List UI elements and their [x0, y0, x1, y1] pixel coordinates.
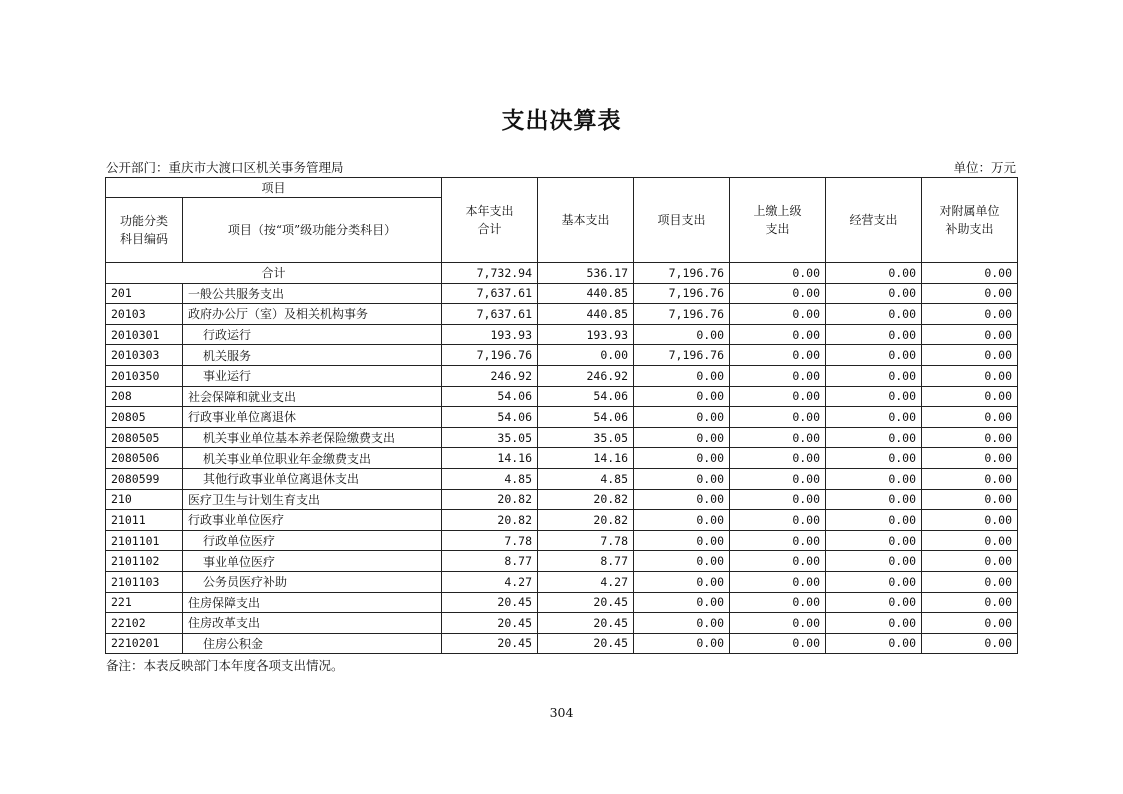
- total-cell: 0.00: [826, 263, 922, 284]
- row-value: 193.93: [538, 324, 634, 345]
- row-name: 住房改革支出: [183, 613, 442, 634]
- row-name: 机关服务: [183, 345, 442, 366]
- row-value: 0.00: [922, 427, 1018, 448]
- row-value: 0.00: [826, 489, 922, 510]
- row-value: 0.00: [730, 386, 826, 407]
- row-value: 35.05: [538, 427, 634, 448]
- row-value: 246.92: [442, 365, 538, 386]
- total-row: [106, 263, 1018, 284]
- row-code: 22102: [106, 613, 183, 634]
- table-row: [106, 571, 1018, 592]
- table-row: [106, 345, 1018, 366]
- row-value: 7,196.76: [442, 345, 538, 366]
- row-name: 事业运行: [183, 365, 442, 386]
- row-value: 0.00: [922, 365, 1018, 386]
- row-name: 公务员医疗补助: [183, 571, 442, 592]
- row-value: 0.00: [730, 551, 826, 572]
- row-code: 20103: [106, 304, 183, 325]
- table-row: [106, 427, 1018, 448]
- row-name: 住房公积金: [183, 633, 442, 654]
- row-value: 0.00: [634, 633, 730, 654]
- row-value: 0.00: [634, 530, 730, 551]
- total-cell: 0.00: [730, 263, 826, 284]
- table-row: [106, 489, 1018, 510]
- row-value: 0.00: [826, 407, 922, 428]
- table-row: [106, 551, 1018, 572]
- row-value: 0.00: [826, 365, 922, 386]
- row-value: 4.27: [442, 571, 538, 592]
- row-value: 0.00: [922, 592, 1018, 613]
- table-body: [106, 263, 1018, 654]
- row-value: 0.00: [634, 468, 730, 489]
- row-value: 0.00: [538, 345, 634, 366]
- row-value: 0.00: [730, 427, 826, 448]
- row-value: 0.00: [922, 324, 1018, 345]
- row-name: 机关事业单位基本养老保险缴费支出: [183, 427, 442, 448]
- table-row: [106, 510, 1018, 531]
- row-code: 2080599: [106, 468, 183, 489]
- row-value: 0.00: [634, 448, 730, 469]
- row-value: 0.00: [730, 530, 826, 551]
- row-name: 机关事业单位职业年金缴费支出: [183, 448, 442, 469]
- row-value: 440.85: [538, 283, 634, 304]
- row-name: 政府办公厅（室）及相关机构事务: [183, 304, 442, 325]
- row-code: 2010301: [106, 324, 183, 345]
- row-value: 0.00: [730, 283, 826, 304]
- row-value: 0.00: [826, 633, 922, 654]
- row-value: 0.00: [826, 468, 922, 489]
- header-upper: 上缴上级 支出: [730, 178, 826, 263]
- row-value: 0.00: [826, 510, 922, 531]
- row-value: 0.00: [826, 613, 922, 634]
- total-cell: 536.17: [538, 263, 634, 284]
- row-name: 其他行政事业单位离退休支出: [183, 468, 442, 489]
- row-value: 54.06: [442, 407, 538, 428]
- row-name: 医疗卫生与计划生育支出: [183, 489, 442, 510]
- header-basic: 基本支出: [538, 178, 634, 263]
- row-code: 210: [106, 489, 183, 510]
- row-value: 0.00: [730, 571, 826, 592]
- row-value: 7,196.76: [634, 304, 730, 325]
- row-value: 4.85: [442, 468, 538, 489]
- table-row: [106, 448, 1018, 469]
- row-value: 0.00: [634, 427, 730, 448]
- row-value: 440.85: [538, 304, 634, 325]
- table-row: [106, 324, 1018, 345]
- row-value: 0.00: [730, 304, 826, 325]
- row-value: 0.00: [730, 365, 826, 386]
- row-value: 14.16: [442, 448, 538, 469]
- row-value: 20.45: [442, 613, 538, 634]
- row-value: 20.45: [538, 633, 634, 654]
- row-name: 事业单位医疗: [183, 551, 442, 572]
- row-value: 0.00: [634, 386, 730, 407]
- row-name: 行政运行: [183, 324, 442, 345]
- row-value: 8.77: [538, 551, 634, 572]
- total-cell: 7,732.94: [442, 263, 538, 284]
- row-value: 0.00: [922, 571, 1018, 592]
- row-value: 0.00: [922, 407, 1018, 428]
- row-value: 0.00: [826, 530, 922, 551]
- header-code: 功能分类 科目编码: [106, 198, 183, 263]
- row-value: 54.06: [538, 407, 634, 428]
- footnote: 备注：本表反映部门本年度各项支出情况。: [106, 658, 344, 673]
- row-value: 7,196.76: [634, 345, 730, 366]
- row-value: 4.85: [538, 468, 634, 489]
- table-row: [106, 283, 1018, 304]
- table-row: [106, 468, 1018, 489]
- row-value: 0.00: [634, 489, 730, 510]
- table-row: [106, 613, 1018, 634]
- row-value: 0.00: [922, 448, 1018, 469]
- row-code: 2101103: [106, 571, 183, 592]
- header-name: 项目（按“项”级功能分类科目）: [183, 198, 442, 263]
- total-cell: 0.00: [922, 263, 1018, 284]
- row-value: 0.00: [826, 283, 922, 304]
- row-value: 0.00: [826, 448, 922, 469]
- row-code: 221: [106, 592, 183, 613]
- unit-label: 单位：万元: [953, 160, 1016, 175]
- total-cell: 7,196.76: [634, 263, 730, 284]
- row-value: 0.00: [730, 489, 826, 510]
- row-value: 14.16: [538, 448, 634, 469]
- row-code: 2010303: [106, 345, 183, 366]
- row-value: 0.00: [634, 365, 730, 386]
- table-row: [106, 633, 1018, 654]
- row-code: 208: [106, 386, 183, 407]
- row-value: 20.82: [538, 489, 634, 510]
- row-value: 20.82: [442, 510, 538, 531]
- row-value: 0.00: [922, 510, 1018, 531]
- table-row: [106, 304, 1018, 325]
- page-number: 304: [549, 705, 574, 720]
- row-value: 7.78: [538, 530, 634, 551]
- row-value: 0.00: [922, 551, 1018, 572]
- row-value: 0.00: [634, 592, 730, 613]
- total-label: 合计: [106, 263, 442, 284]
- header-subsidy: 对附属单位 补助支出: [922, 178, 1018, 263]
- row-code: 2101102: [106, 551, 183, 572]
- header-business: 经营支出: [826, 178, 922, 263]
- row-value: 54.06: [538, 386, 634, 407]
- row-value: 20.45: [442, 592, 538, 613]
- row-value: 54.06: [442, 386, 538, 407]
- row-value: 7,637.61: [442, 283, 538, 304]
- row-value: 0.00: [730, 510, 826, 531]
- department-label: 公开部门：重庆市大渡口区机关事务管理局: [106, 160, 344, 175]
- row-value: 0.00: [826, 571, 922, 592]
- row-value: 0.00: [922, 386, 1018, 407]
- row-code: 201: [106, 283, 183, 304]
- row-value: 0.00: [730, 592, 826, 613]
- row-value: 0.00: [634, 551, 730, 572]
- row-value: 0.00: [922, 283, 1018, 304]
- table-row: [106, 592, 1018, 613]
- row-value: 20.45: [538, 613, 634, 634]
- row-value: 0.00: [922, 345, 1018, 366]
- row-value: 0.00: [730, 448, 826, 469]
- expenditure-table: [105, 177, 1018, 654]
- row-value: 0.00: [922, 613, 1018, 634]
- row-value: 0.00: [730, 468, 826, 489]
- row-value: 0.00: [826, 304, 922, 325]
- table-row: [106, 407, 1018, 428]
- row-code: 2080506: [106, 448, 183, 469]
- row-value: 0.00: [922, 489, 1018, 510]
- row-value: 7,196.76: [634, 283, 730, 304]
- row-value: 0.00: [922, 468, 1018, 489]
- row-value: 7,637.61: [442, 304, 538, 325]
- row-name: 一般公共服务支出: [183, 283, 442, 304]
- row-value: 193.93: [442, 324, 538, 345]
- row-value: 0.00: [826, 592, 922, 613]
- row-value: 0.00: [826, 324, 922, 345]
- header-project: 项目支出: [634, 178, 730, 263]
- row-value: 35.05: [442, 427, 538, 448]
- row-value: 4.27: [538, 571, 634, 592]
- row-name: 行政单位医疗: [183, 530, 442, 551]
- row-value: 0.00: [730, 324, 826, 345]
- table-row: [106, 386, 1018, 407]
- row-value: 0.00: [730, 633, 826, 654]
- row-value: 0.00: [826, 427, 922, 448]
- row-value: 20.82: [538, 510, 634, 531]
- row-code: 2210201: [106, 633, 183, 654]
- row-value: 0.00: [730, 345, 826, 366]
- row-value: 246.92: [538, 365, 634, 386]
- row-value: 20.45: [538, 592, 634, 613]
- row-value: 0.00: [826, 345, 922, 366]
- row-code: 2080505: [106, 427, 183, 448]
- row-value: 20.45: [442, 633, 538, 654]
- row-value: 0.00: [826, 386, 922, 407]
- header-group-project: 项目: [106, 178, 442, 198]
- page-title: 支出决算表: [501, 107, 622, 134]
- table-row: [106, 530, 1018, 551]
- table-row: [106, 365, 1018, 386]
- row-value: 0.00: [634, 324, 730, 345]
- row-name: 社会保障和就业支出: [183, 386, 442, 407]
- row-value: 0.00: [826, 551, 922, 572]
- row-code: 2101101: [106, 530, 183, 551]
- table-meta: [106, 158, 1016, 176]
- header-total: 本年支出 合计: [442, 178, 538, 263]
- row-value: 7.78: [442, 530, 538, 551]
- row-code: 20805: [106, 407, 183, 428]
- row-code: 2010350: [106, 365, 183, 386]
- row-value: 20.82: [442, 489, 538, 510]
- row-name: 行政事业单位离退休: [183, 407, 442, 428]
- row-value: 0.00: [730, 613, 826, 634]
- row-name: 行政事业单位医疗: [183, 510, 442, 531]
- row-value: 0.00: [634, 613, 730, 634]
- row-value: 0.00: [922, 304, 1018, 325]
- row-value: 0.00: [634, 571, 730, 592]
- row-name: 住房保障支出: [183, 592, 442, 613]
- row-value: 0.00: [922, 633, 1018, 654]
- row-value: 0.00: [634, 407, 730, 428]
- row-value: 0.00: [730, 407, 826, 428]
- row-code: 21011: [106, 510, 183, 531]
- row-value: 8.77: [442, 551, 538, 572]
- row-value: 0.00: [922, 530, 1018, 551]
- row-value: 0.00: [634, 510, 730, 531]
